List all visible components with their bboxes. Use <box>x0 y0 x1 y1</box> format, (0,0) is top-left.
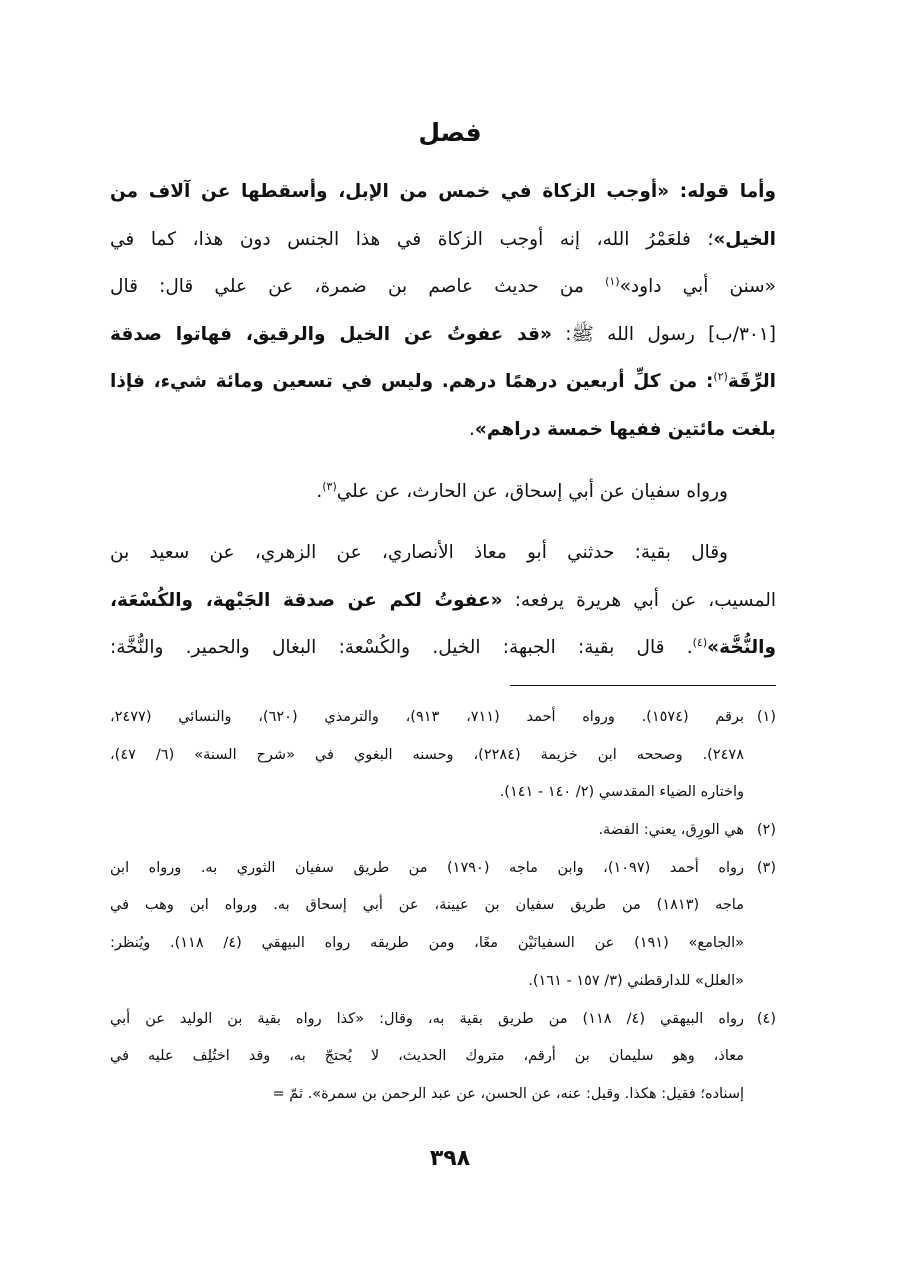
text-line <box>110 263 776 311</box>
footnote-line <box>110 1001 776 1039</box>
footnote-separator <box>510 685 776 686</box>
footnote-text: إسناده؛ فقيل: هكذا. وقيل: عنه، عن الحسن، عن عبد الرحمن بن سمرة». ثمّ = <box>272 1085 744 1102</box>
text-line <box>110 529 776 577</box>
paragraph-gap <box>110 515 776 529</box>
footnote-text: «العلل» للدارقطني (٣/ ١٥٧ - ١٦١). <box>528 972 744 989</box>
footnote-text: برقم (١٥٧٤). ورواه أحمد (٧١١، ٩١٣)، والترمذي (٦٢٠)، والنسائي (٢٤٧٧، <box>110 709 744 725</box>
text-segment: بلغت مائتين ففيها خمسة دراهم» <box>474 418 776 440</box>
footnote-ref: (٤) <box>692 636 708 650</box>
footnote-text: «الجامع» (١٩١) عن السفيانَيْن معًا، ومن طريقه رواه البيهقي (٤/ ١١٨). ويُنظر: <box>110 935 745 952</box>
text-segment: والنُّخَّة» <box>707 637 776 659</box>
footnote-line <box>110 737 776 775</box>
footnote-line <box>110 925 776 963</box>
footnote-text: رواه أحمد (١٠٩٧)، وابن ماجه (١٧٩٠) من طريق سفيان الثوري به. ورواه ابن <box>110 859 744 876</box>
text-line <box>110 406 776 454</box>
footnote-text: ماجه (١٨١٣) من طريق سفيان بن عيينة، عن أبي إسحاق به. ورواه ابن وهب في <box>110 897 744 914</box>
text-segment: : من كلِّ أربعين درهمًا درهم. وليس في تسعين ومائة شيء، فإذا <box>110 371 714 393</box>
footnote-line <box>110 850 776 888</box>
text-segment: المسيب، عن أبي هريرة يرفعه: <box>502 589 776 611</box>
footnote-ref: (١) <box>605 275 620 289</box>
footnote-ref: (٢) <box>713 370 728 384</box>
footnote-line <box>110 1038 776 1076</box>
footnote-text: هي الورِق، يعني: الفضة. <box>598 822 744 839</box>
text-segment: . <box>316 480 323 502</box>
section-heading: فصل <box>418 118 482 147</box>
text-segment: من حديث عاصم بن ضمرة، عن علي قال: قال <box>110 276 606 298</box>
text-line <box>110 311 776 359</box>
text-segment: وأما قوله: «أوجب الزكاة في خمس من الإبل، وأسقطها عن آلاف من <box>110 181 776 202</box>
footnote-text: واختاره الضياء المقدسي (٢/ ١٤٠ - ١٤١). <box>499 784 744 801</box>
text-segment: ؛ فلعَمْرُ الله، إنه أوجب الزكاة في هذا الجنس دون هذا، كما في <box>110 228 714 250</box>
footnotes <box>110 699 776 1114</box>
text-line <box>110 468 776 516</box>
page-number: ٣٩٨ <box>429 1146 471 1171</box>
text-segment: [٣٠١/ب] رسول الله ﷺ: <box>551 323 776 345</box>
footnote-line <box>110 774 776 812</box>
text-segment: . قال بقية: الجبهة: الخيل. والكُسْعة: البغال والحمير. والنُّخَّة: <box>110 637 693 659</box>
text-segment: الرِّقَة <box>727 371 776 393</box>
text-line <box>110 168 776 216</box>
text-segment: وقال بقية: حدثني أبو معاذ الأنصاري، عن الزهري، عن سعيد بن <box>110 542 728 564</box>
footnote-line <box>110 963 776 1001</box>
footnote-line <box>110 699 776 737</box>
footnote-line <box>110 1076 776 1114</box>
footnote-number: (٢) <box>756 822 776 839</box>
text-segment: الخيل» <box>713 228 776 250</box>
footnote-text: معاذ، وهو سليمان بن أرقم، متروك الحديث، لا يُحتجّ به، وقد اختُلِف عليه في <box>110 1048 744 1065</box>
footnote-ref: (٣) <box>322 479 337 493</box>
footnote-number: (٤) <box>756 1010 776 1027</box>
footnote-line <box>110 812 776 850</box>
footnote-line <box>110 887 776 925</box>
text-segment: ورواه سفيان عن أبي إسحاق، عن الحارث، عن علي <box>336 480 728 502</box>
text-line <box>110 358 776 406</box>
main-text <box>110 168 776 672</box>
footnote-number: (٣) <box>756 859 776 876</box>
footnote-text: رواه البيهقي (٤/ ١١٨) من طريق بقية به، وقال: «كذا رواه بقية بن الوليد عن أبي <box>110 1010 744 1027</box>
paragraph-gap <box>110 454 776 468</box>
text-line <box>110 624 776 672</box>
text-line <box>110 216 776 264</box>
footnote-number: (١) <box>756 709 776 725</box>
text-segment: «سنن أبي داود» <box>619 276 776 298</box>
text-segment: «عفوتُ لكم عن صدقة الجَبْهة، والكُسْعَة، <box>110 589 503 611</box>
footnote-text: ٢٤٧٨). وصححه ابن خزيمة (٢٢٨٤)، وحسنه البغوي في «شرح السنة» (٦/ ٤٧)، <box>110 746 744 763</box>
text-line <box>110 577 776 625</box>
text-segment: «قد عفوتُ عن الخيل والرقيق، فهاتوا صدقة <box>110 323 552 345</box>
text-segment: . <box>469 418 475 440</box>
